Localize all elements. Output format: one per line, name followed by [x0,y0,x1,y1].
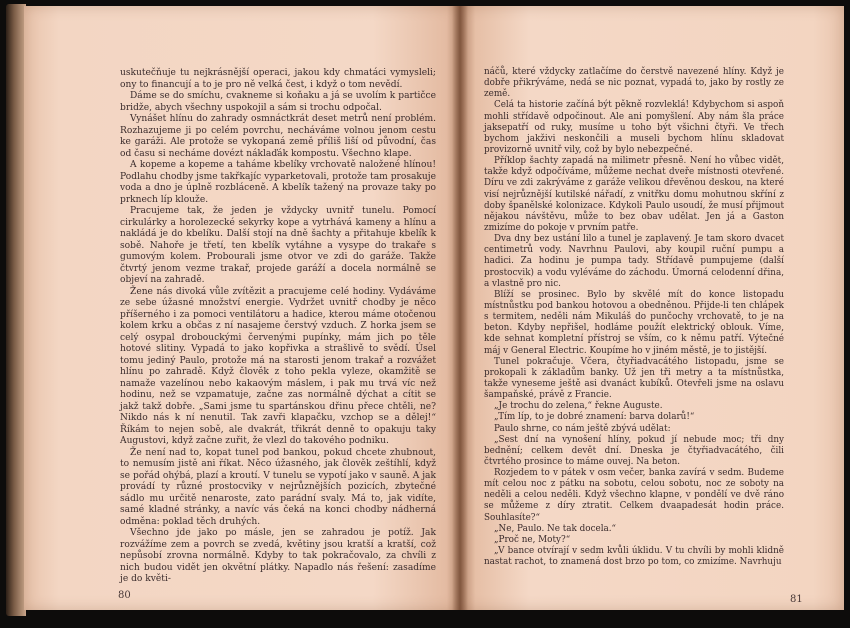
paragraph: Celá ta historie začíná být pěkně rozvleklá! Kdybychom si aspoň mohli střídavě odpočinout. Ale ani pomyšlení. Aby nám šla práce jaksepatří od ruky, musíme u toho být všichni čtyři. Ve třech bychom jakživi neskončili a museli bychom hlínu skladovat provizorně uvnitř vily, což by bylo nebezpečné. [484,100,784,155]
paragraph: „Je trochu do zelena,“ řekne Auguste. [494,401,663,412]
paragraph: Příklop šachty zapadá na milimetr přesně. Není ho vůbec vidět, takže když odpočíváme, můžeme nechat dveře místnosti otevřené. Díru ve zdi zakrýváme z garáže velikou dřevěnou deskou, na které visí nejrůznější kutilské nářadí, z vnitřku domu mohutnou skříní z doby španělské kolonizace. Kdykoli Paulo usoudí, že musí přijmout nějakou návštěvu, může to bez obav udělat. Jen já a Gaston zmizíme do pokoje v prvním patře. [484,156,784,233]
paragraph: Tunel pokračuje. Včera, čtyřiadvacátého listopadu, jsme se prokopali k základům banky. Už jen tři metry a ta místnůstka, takže vyneseme ještě asi dvanáct kubíků. Otevřeli jsme na oslavu šampaňské, právě z Francie. [484,356,784,401]
paragraph: „Tím líp, to je dobré znamení: barva dolarů!“ [494,412,695,423]
paragraph: „Ne, Paulo. Ne tak docela.“ [494,523,617,534]
paragraph: Blíží se prosinec. Bylo by skvělé mít do konce listopadu místnůstku pod bankou hotovou a obedněnou. Přijde-li ten chlápek s termitem, neděli nám Mikuláš do punčochy vrchovatě, to je na beton. Kdyby nepřišel, hodláme použít elektrický oblouk. Víme, kde sehnat kompletní přístroj se vším, co k němu patří. Výtečné máj v General Electric. Koupíme ho v jiném městě, je to jistější. [484,289,784,356]
paragraph: Paulo shrne, co nám ještě zbývá udělat: [494,423,671,434]
paragraph: Že není nad to, kopat tunel pod bankou, pokud chcete zhubnout, to nemusím jistě ani říkat. Něco úžasného, jak člověk zeštíhlí, když se pořád ohýbá, plazí a kroutí. V tunelu se vypotí jako v sauně. A jak provádí ty různé prostocviky v nejrůznějších pozicích, zbytečné sádlo mu určitě nenaroste, zato parádní svaly. Má to, jak vidíte, samé kladné stránky, a navíc vás čeká na konci chodby nádherná odměna: poklad těch druhých. [120,447,436,527]
paragraph: uskutečňuje tu nejkrásnější operaci, jakou kdy chmatáci vymysleli; ony to financují a to je pro ně velká čest, i když o tom nevědí. [120,68,436,90]
paragraph: Pracujeme tak, že jeden je vždycky uvnitř tunelu. Pomocí cirkulárky a horolezecké sekyrky kope a vytrhává kameny a hlínu a nakládá je do kbelíku. Další stojí na dně šachty a přitahuje kbelík k sobě. Nahoře je třetí, ten kbelík vytáhne a vysype do trakaře s gumovým kolem. Probourali jsme otvor ve zdi do garáže. Takže čtvrtý jenom vezme trakař, projede garáží a docela normálně se objeví na zahradě. [120,206,436,285]
paragraph: „Sest dní na vynošení hlíny, pokud jí nebude moc; tři dny bednění; celkem devět dní. Dneska je čtyřiadvacátého, čili čtvrtého prosince to máme ouvej. Na beton. [484,434,784,467]
page-number-right: 81 [790,594,803,605]
paragraph: A kopeme a kopeme a taháme kbelíky vrchovatě naložené hlínou! Podlahu chodby jsme takřkajíc vyparketovali, protože tam prosakuje voda a dno je úplně rozbláceně. A kbelík tažený na provaze taky po prknech líp klouže. [120,160,436,205]
paragraph: Dáme se do smíchu, cvakneme si koňaku a já se uvolím k partičce bridže, abych všechny uspokojil a sám si trochu odpočal. [120,91,436,113]
paragraph: Všechno jde jako po másle, jen se zahradou je potíž. Jak rozvážíme zem a povrch se zvedá, květiny jsou kratší a kratší, což nepůsobí zrovna normálně. Kdyby to tak pokračovalo, za chvíli z nich budou vidět jen okvětní plátky. Napadlo nás řešení: zasadíme je do květi- [120,528,436,584]
paragraph: náčů, které vždycky zatlačíme do čerstvě navezené hlíny. Když je dobře přikrýváme, nedá se nic poznat, vypadá to, jako by rostly ze země. [484,67,784,100]
paragraph: Dva dny bez ustání lilo a tunel je zaplavený. Je tam skoro dvacet centimetrů vody. Navrhnu Paulovi, aby koupil ruční pumpu a hadici. Za hodinu je pumpa tady. Střídavě pumpujeme (další prostocvik) a vodu vyléváme do záchodu. Úmorná celodenní dřina, a vlastně pro nic. [484,234,784,289]
page-number-left: 80 [118,590,131,601]
paragraph: „Proč ne, Moty?“ [494,534,571,545]
paragraph: Žene nás divoká vůle zvítězit a pracujeme celé hodiny. Vydáváme ze sebe úžasné množství energie. Vydržet uvnitř chodby je něco příšerného i za pomoci ventilátoru a hadice, kterou máme otočenou kolem krku a občas z ní nasajeme čerstvý vzduch. Z horka jsem se celý osypal drobouckými červenými pupínky, mám jich po těle hotové slitiny. Vypadá to jako kopřivka a strašlivě to svědí. Úsel tomu jediný Paulo, protože má na starosti jenom trakař a rozvážet hlínu po zahradě. Když člověk z toho pekla vyleze, okamžitě se namaže vazelínou nebo kakaovým máslem, i pak mu trvá víc než hodinu, než se vzpamatuje, začne zas normálně dýchat a cítit se jakž takž dobře. „Sami jsme tu spartánskou dřinu přece chtěli, ne? Nikdo nás k ní nenutil. Tak zavři klapačku, vzchop se a dělej!“ Říkám to nejen sobě, ale dvakrát, třikrát denně to opakuju taky Augustovi, když začne zuřit, že vlezl do takového podniku. [120,286,436,446]
paragraph: Vynášet hlínu do zahrady osmnáctkrát deset metrů není problém. Rozhazujeme ji po celém povrchu, necháváme volnou jenom cestu ke garáži. Ale protože se vykopaná země příliš liší od původní, čas od času si necháme dovézt náklaďák kompostu. Všechno klape. [120,114,436,159]
book-gutter [452,6,468,610]
paragraph: Rozjedem to v pátek v osm večer, banka zavírá v sedm. Budeme mít celou noc z pátku na sobotu, celou sobotu, noc ze soboty na neděli a celou neděli. Když všechno klapne, v pondělí ve dvě ráno se můžeme z díry ztratit. Celkem dvaapadesát hodin práce. Souhlasíte?“ [484,468,784,523]
book-edge [6,4,26,616]
left-page-text [120,68,436,586]
paragraph: „V bance otvírají v sedm kvůli úklidu. V tu chvíli by mohli klidně nastat rachot, to znamená dost brzo po tom, co zmizíme. Navrhuju [484,546,784,568]
right-page-text [484,67,784,568]
